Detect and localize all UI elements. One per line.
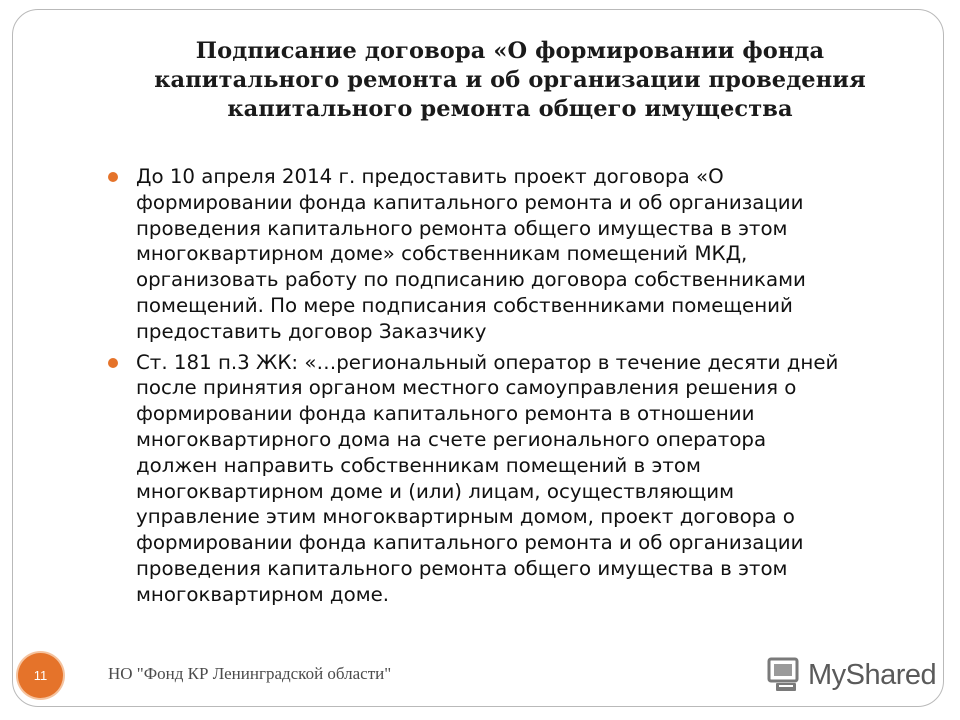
bullet-text-line: формировании фонда капитального ремонта в отношении <box>136 402 755 426</box>
bullet-dot-icon <box>108 172 118 182</box>
bullet-text-line: после принятия органом местного самоуправления решения о <box>136 376 797 400</box>
page-number-badge <box>18 653 63 698</box>
bullet-text-line: организовать работу по подписанию договора собственниками <box>136 268 806 292</box>
bullet-dot-icon <box>108 358 118 368</box>
bullet-text-line: проведения капитального ремонта общего имущества в этом <box>136 216 788 240</box>
bullet-text-line: формировании фонда капитального ремонта и об организации <box>136 190 804 214</box>
myshared-logo-icon <box>766 656 804 694</box>
bullet-list <box>105 164 895 613</box>
bullet-item <box>105 164 895 345</box>
bullet-text-line: помещений. По мере подписания собственниками помещений <box>136 293 793 317</box>
bullet-text-line: До 10 апреля 2014 г. предоставить проект договора «О <box>136 165 724 188</box>
bullet-text-line: должен направить собственникам помещений в этом <box>136 453 701 477</box>
bullet-text-line: многоквартирного дома на счете регионального оператора <box>136 427 767 451</box>
bullet-text-line: управление этим многоквартирным домом, проект договора о <box>136 505 795 529</box>
title-line: капитального ремонта общего имущества <box>227 96 793 122</box>
slide-title <box>110 37 910 124</box>
myshared-watermark <box>766 655 936 695</box>
slide-footer: НО "Фонд КР Ленинградской области" <box>108 664 392 683</box>
title-line: Подписание договора «О формировании фонда <box>195 38 825 64</box>
bullet-text-line: многоквартирном доме. <box>136 582 390 606</box>
bullet-text-line: проведения капитального ремонта общего имущества в этом <box>136 556 788 580</box>
watermark-text: MyShared <box>808 658 937 691</box>
bullet-text-line: предоставить договор Заказчику <box>136 319 487 343</box>
page-number: 11 <box>33 668 48 683</box>
bullet-item <box>105 350 895 608</box>
bullet-text-line: формировании фонда капитального ремонта и об организации <box>136 531 804 555</box>
bullet-text-line: Ст. 181 п.3 ЖК: «…региональный оператор в течение десяти дней <box>136 350 839 374</box>
bullet-text-line: многоквартирном доме» собственникам помещений МКД, <box>136 242 748 266</box>
title-line: капитального ремонта и об организации проведения <box>154 67 866 93</box>
bullet-text-line: многоквартирном доме и (или) лицам, осуществляющим <box>136 479 735 503</box>
